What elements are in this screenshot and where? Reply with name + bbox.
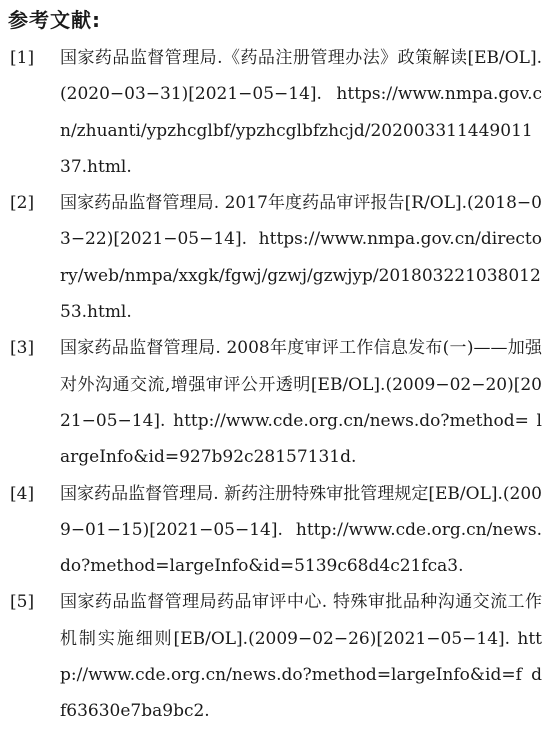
reference-text: 国家药品监督管理局. 2017年度药品审评报告[R/OL].(2018−03−22)[2021−05−14]. https://www.nmpa.gov.cn/directory/web/nmpa/xxgk/fgwj/gzwj/gzwjyp/20180322103801253.html. (60, 193, 542, 323)
references-heading: 参考文献: (8, 8, 101, 32)
reference-text: 国家药品监督管理局. 新药注册特殊审批管理规定[EB/OL].(2009−01−15)[2021−05−14]. http://www.cde.org.cn/news.do?method=largeInfo&id=5139c68d4c21fca3. (60, 483, 542, 577)
reference-number: [4] (10, 483, 35, 504)
reference-number: [3] (10, 338, 35, 359)
reference-text: 国家药品监督管理局. 2008年度审评工作信息发布(一)——加强对外沟通交流,增强审评公开透明[EB/OL].(2009−02−20)[2021−05−14]. http://www.cde.org.cn/news.do?method= largeInfo&id=927b92c28157131d. (60, 338, 542, 468)
reference-item-2 (0, 185, 554, 330)
reference-number: [5] (10, 592, 35, 613)
reference-number: [2] (10, 193, 35, 214)
reference-text: 国家药品监督管理局.《药品注册管理办法》政策解读[EB/OL].(2020−03−31)[2021−05−14]. https://www.nmpa.gov.cn/zhuanti/ypzhcglbf/ypzhcglbfzhcjd/20200331144901137.html. (60, 48, 542, 177)
reference-item-5 (0, 584, 554, 729)
reference-list (0, 40, 554, 730)
reference-item-4 (0, 476, 554, 585)
reference-item-3 (0, 330, 554, 475)
reference-item-1 (0, 40, 554, 185)
reference-number: [1] (10, 48, 35, 68)
reference-text: 国家药品监督管理局药品审评中心. 特殊审批品种沟通交流工作机制实施细则[EB/OL].(2009−02−26)[2021−05−14]. http://www.cde.org.cn/news.do?method=largeInfo&id=f df63630e7ba9bc2. (60, 592, 542, 722)
